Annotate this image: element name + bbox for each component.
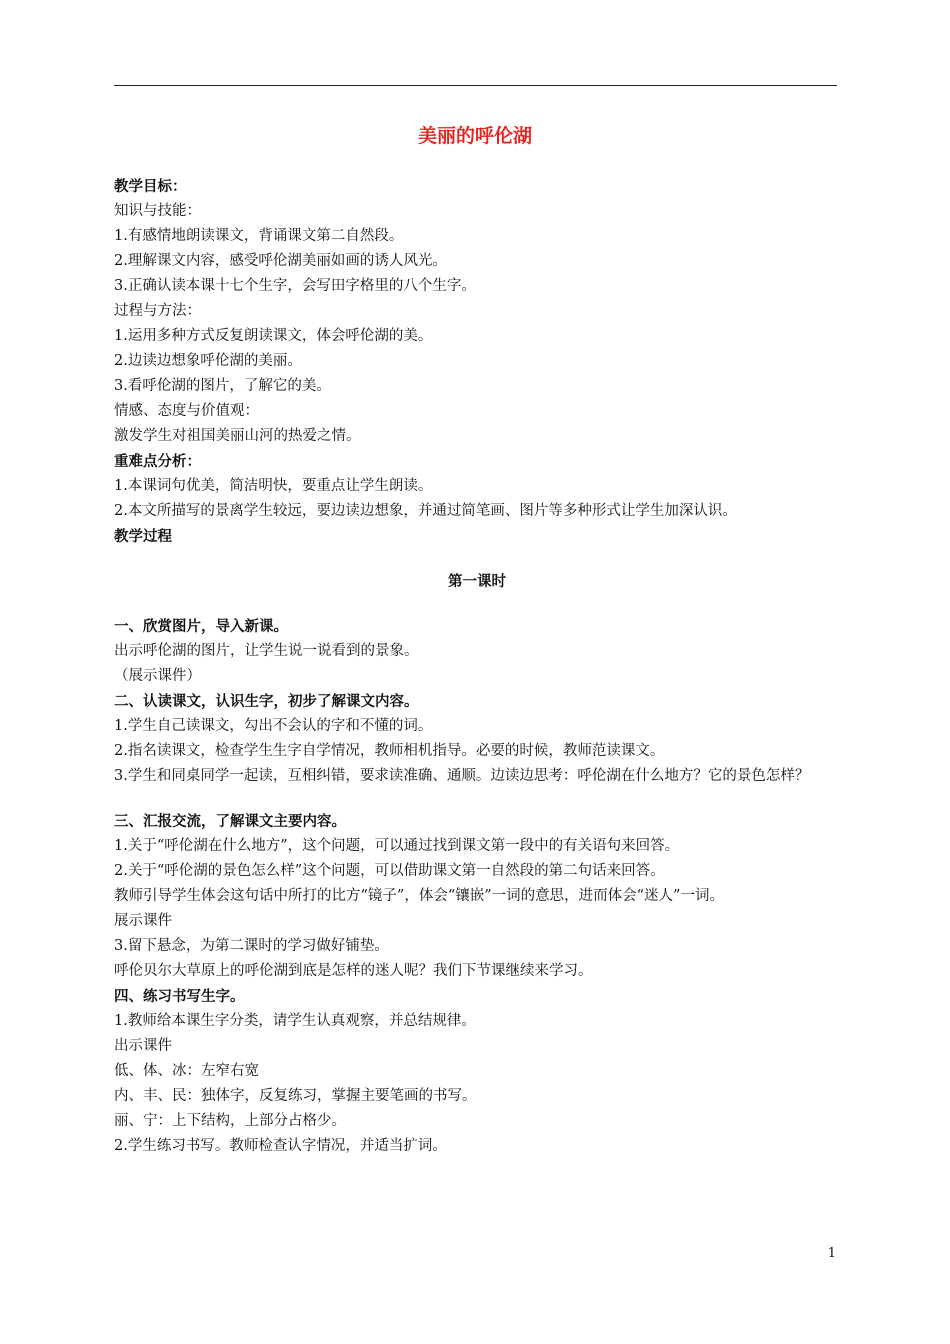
paragraph-line: 1.关于“呼伦湖在什么地方”，这个问题，可以通过找到课文第一段中的有关语句来回答。: [114, 838, 680, 854]
paragraph-line: 呼伦贝尔大草原上的呼伦湖到底是怎样的迷人呢？我们下节课继续来学习。: [114, 963, 593, 979]
section-heading: 教学过程: [114, 528, 172, 545]
paragraph-line: 知识与技能：: [114, 203, 201, 219]
section-heading: 第一课时: [448, 573, 506, 590]
document-title: 美丽的呼伦湖: [417, 125, 532, 147]
paragraph-line: 展示课件: [114, 913, 172, 929]
paragraph-line: 2.理解课文内容，感受呼伦湖美丽如画的诱人风光。: [114, 253, 447, 269]
section-heading: 重难点分析：: [114, 453, 201, 470]
paragraph-line: 2.学生练习书写。教师检查认字情况，并适当扩词。: [114, 1138, 447, 1154]
paragraph-line: 1.教师给本课生字分类，请学生认真观察，并总结规律。: [114, 1013, 476, 1029]
paragraph-line: （展示课件）: [114, 668, 201, 684]
paragraph-line: 激发学生对祖国美丽山河的热爱之情。: [114, 428, 361, 444]
paragraph-line: 1.本课词句优美，简洁明快，要重点让学生朗读。: [114, 478, 433, 494]
page-number: 1: [827, 1246, 836, 1261]
paragraph-line: 2.关于“呼伦湖的景色怎么样”这个问题，可以借助课文第一自然段的第二句话来回答。: [114, 863, 665, 879]
paragraph-line: 情感、态度与价值观：: [114, 403, 259, 419]
spacer: [114, 549, 840, 569]
section-heading: 一、欣赏图片，导入新课。: [114, 618, 288, 635]
paragraph-line: 2.边读边想象呼伦湖的美丽。: [114, 353, 302, 369]
paragraph-line: 3.留下悬念，为第二课时的学习做好铺垫。: [114, 938, 389, 954]
paragraph-line: 3.学生和同桌同学一起读，互相纠错，要求读准确、通顺。边读边思考：呼伦湖在什么地方？它的景色怎样？: [114, 768, 810, 784]
paragraph-line: 3.看呼伦湖的图片，了解它的美。: [114, 378, 331, 394]
paragraph-line: 内、丰、民：独体字，反复练习，掌握主要笔画的书写。: [114, 1088, 477, 1104]
paragraph-line: 3.正确认读本课十七个生字，会写田字格里的八个生字。: [114, 278, 476, 294]
paragraph-line: 2.指名读课文，检查学生生字自学情况，教师相机指导。必要的时候，教师范读课文。: [114, 743, 665, 759]
paragraph-line: 丽、宁：上下结构，上部分占格少。: [114, 1113, 346, 1129]
document-body: [114, 174, 840, 1159]
paragraph-line: 1.运用多种方式反复朗读课文，体会呼伦湖的美。: [114, 328, 433, 344]
paragraph-line: 出示呼伦湖的图片，让学生说一说看到的景象。: [114, 643, 419, 659]
section-heading: 三、汇报交流，了解课文主要内容。: [114, 813, 346, 830]
paragraph-line: 过程与方法：: [114, 303, 201, 319]
paragraph-line: 1.学生自己读课文，勾出不会认的字和不懂的词。: [114, 718, 433, 734]
section-heading: 教学目标：: [114, 178, 187, 195]
spacer: [114, 789, 840, 809]
paragraph-line: 低、体、冰：左窄右宽: [114, 1063, 259, 1079]
paragraph-line: 1.有感情地朗读课文，背诵课文第二自然段。: [114, 228, 404, 244]
paragraph-line: 2.本文所描写的景离学生较远，要边读边想象，并通过简笔画、图片等多种形式让学生加深认识。: [114, 503, 737, 519]
header-rule: [114, 85, 837, 86]
section-heading: 二、认读课文，认识生字，初步了解课文内容。: [114, 693, 419, 710]
paragraph-line: 教师引导学生体会这句话中所打的比方“镜子”，体会“镶嵌”一词的意思，进而体会“迷人”一词。: [114, 888, 724, 904]
section-heading: 四、练习书写生字。: [114, 988, 245, 1005]
paragraph-line: 出示课件: [114, 1038, 172, 1054]
spacer: [114, 594, 840, 614]
